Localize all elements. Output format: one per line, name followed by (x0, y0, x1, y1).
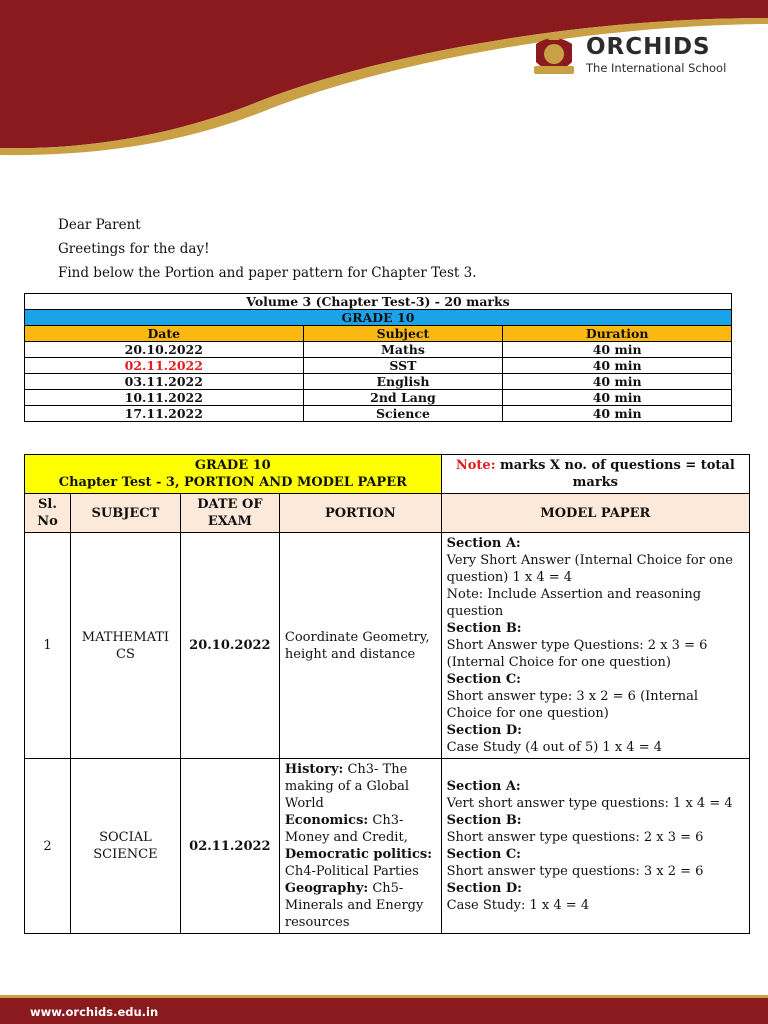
portion-title: Chapter Test - 3, PORTION AND MODEL PAPER (58, 475, 407, 490)
school-crest-icon (528, 30, 580, 84)
row-subject: MATHEMATI CS (70, 533, 180, 759)
row-sl-no: 2 (25, 759, 71, 934)
section-b-heading: Section B: (446, 621, 522, 636)
politics-text: Ch4-Political Parties (284, 864, 419, 879)
marks-note (441, 455, 749, 494)
row-portion: Coordinate Geometry, height and distance (279, 533, 441, 759)
schedule-header-date: Date (25, 326, 304, 342)
school-name: ORCHIDS (586, 34, 711, 60)
header-sl-no: Sl. No (25, 494, 71, 533)
note-label: Note: (455, 458, 496, 473)
footer-website-link[interactable]: www.orchids.edu.in (30, 1005, 159, 1019)
geography-text: Ch5- Minerals and Energy resources (284, 881, 424, 930)
section-c-text: Short answer type: 3 x 2 = 6 (Internal Choice for one question) (446, 689, 699, 721)
section-d-heading: Section D: (446, 881, 522, 896)
row-portion (279, 759, 441, 934)
schedule-subject: Science (303, 406, 503, 422)
schedule-grade: GRADE 10 (25, 310, 732, 326)
schedule-header-subject: Subject (303, 326, 503, 342)
school-logo (528, 30, 738, 84)
header-date: DATE OF EXAM (180, 494, 279, 533)
history-text: Ch3- The making of a Global World (284, 762, 410, 811)
schedule-subject: SST (303, 358, 503, 374)
economics-text: Ch3- Money and Credit, (284, 813, 408, 845)
schedule-date: 20.10.2022 (25, 342, 304, 358)
row-model-paper (441, 759, 749, 934)
letter-line-1: Greetings for the day! (58, 241, 210, 257)
section-b-heading: Section B: (446, 813, 522, 828)
header-subject: SUBJECT (70, 494, 180, 533)
schedule-date: 17.11.2022 (25, 406, 304, 422)
note-text: marks X no. of questions = total marks (500, 458, 735, 490)
school-subtitle: The International School (586, 61, 727, 75)
economics-label: Economics: (284, 813, 369, 828)
header-model-paper: MODEL PAPER (441, 494, 749, 533)
section-a-heading: Section A: (446, 779, 521, 794)
portion-title-cell (25, 455, 442, 494)
table-row (25, 374, 732, 390)
schedule-date: 10.11.2022 (25, 390, 304, 406)
section-b-text: Short answer type questions: 2 x 3 = 6 (446, 830, 704, 845)
schedule-subject: English (303, 374, 503, 390)
schedule-title: Volume 3 (Chapter Test-3) - 20 marks (25, 294, 732, 310)
schedule-duration: 40 min (503, 342, 732, 358)
schedule-duration: 40 min (503, 406, 732, 422)
row-date: 20.10.2022 (180, 533, 279, 759)
table-row (25, 342, 732, 358)
row-date: 02.11.2022 (180, 759, 279, 934)
schedule-duration: 40 min (503, 390, 732, 406)
section-b-text: Short Answer type Questions: 2 x 3 = 6 (Internal Choice for one question) (446, 638, 708, 670)
row-sl-no: 1 (25, 533, 71, 759)
row-subject: SOCIAL SCIENCE (70, 759, 180, 934)
schedule-table (24, 293, 732, 422)
letter-greeting: Dear Parent (58, 217, 141, 233)
politics-label: Democratic politics: (284, 847, 433, 862)
schedule-duration: 40 min (503, 374, 732, 390)
table-row (25, 759, 750, 934)
row-model-paper (441, 533, 749, 759)
section-a-text: Vert short answer type questions: 1 x 4 = 4 (446, 796, 733, 811)
letter-line-2: Find below the Portion and paper pattern for Chapter Test 3. (58, 265, 477, 281)
table-row (25, 358, 732, 374)
geography-label: Geography: (284, 881, 369, 896)
schedule-header-duration: Duration (503, 326, 732, 342)
footer-bar (0, 995, 768, 1024)
section-a-heading: Section A: (446, 536, 521, 551)
table-row (25, 533, 750, 759)
table-row (25, 390, 732, 406)
section-d-text: Case Study: 1 x 4 = 4 (446, 898, 590, 913)
footer-stripe (0, 995, 768, 998)
section-d-text: Case Study (4 out of 5) 1 x 4 = 4 (446, 740, 662, 755)
portion-grade: GRADE 10 (194, 458, 271, 473)
portion-table (24, 454, 750, 934)
section-d-heading: Section D: (446, 723, 522, 738)
history-label: History: (284, 762, 344, 777)
section-c-heading: Section C: (446, 847, 521, 862)
schedule-date: 02.11.2022 (25, 358, 304, 374)
section-a-text: Very Short Answer (Internal Choice for one question) 1 x 4 = 4 (446, 553, 733, 585)
schedule-subject: Maths (303, 342, 503, 358)
table-row (25, 406, 732, 422)
section-c-heading: Section C: (446, 672, 521, 687)
schedule-duration: 40 min (503, 358, 732, 374)
letter-intro (58, 216, 477, 288)
header-portion: PORTION (279, 494, 441, 533)
schedule-subject: 2nd Lang (303, 390, 503, 406)
schedule-date: 03.11.2022 (25, 374, 304, 390)
section-c-text: Short answer type questions: 3 x 2 = 6 (446, 864, 704, 879)
section-a-note: Note: Include Assertion and reasoning question (446, 587, 702, 619)
